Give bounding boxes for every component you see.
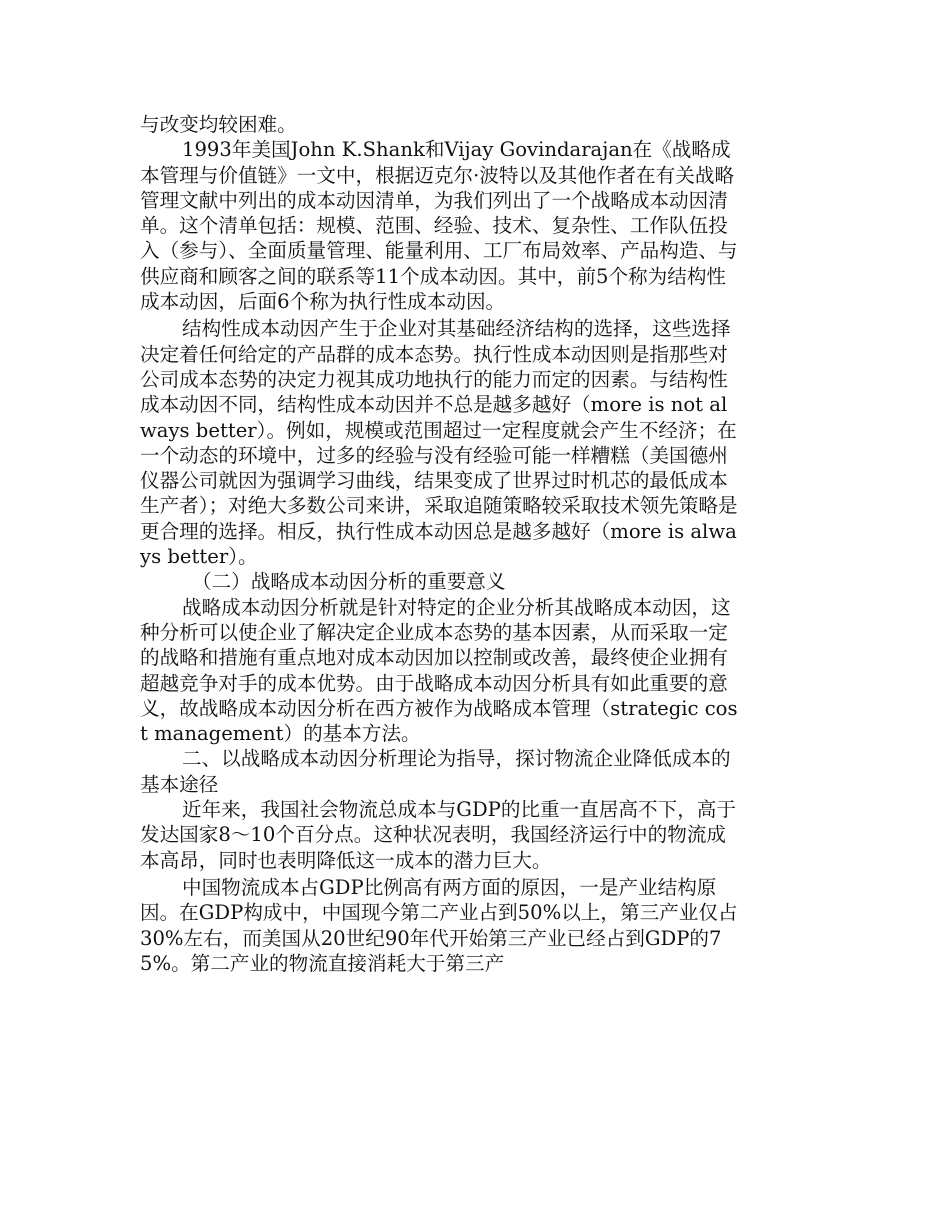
- section-heading-2: （二）战略成本动因分析的重要意义: [192, 570, 506, 594]
- paragraph-4: 战略成本动因分析就是针对特定的企业分析其战略成本动因，这种分析可以使企业了解决定企业成本态势的基本因素，从而采取一定的战略和措施有重点地对成本动因加以控制或改善，最终使企业拥有超越竞争对手的成本优势。由于战略成本动因分析具有如此重要的意义，故战略成本动因分析在西方被作为战略成本管理（strategic cost management）的基本方法。: [140, 595, 738, 746]
- paragraph-1: 1993年美国John K.Shank和Vijay Govindarajan在《战略成本管理与价值链》一文中，根据迈克尔·波特以及其他作者在有关战略管理文献中列出的成本动因清单，为我们列出了一个战略成本动因清单。这个清单包括：规模、范围、经验、技术、复杂性、工作队伍投入（参与）、全面质量管理、能量利用、工厂布局效率、产品构造、与供应商和顾客之间的联系等11个成本动因。其中，前5个称为结构性成本动因，后面6个称为执行性成本动因。: [140, 138, 738, 314]
- section-heading-3: 二、以战略成本动因分析理论为指导，探讨物流企业降低成本的基本途径: [140, 747, 731, 796]
- paragraph-6: 近年来，我国社会物流总成本与GDP的比重一直居高不下，高于发达国家8～10个百分点。这种状况表明，我国经济运行中的物流成本高昂，同时也表明降低这一成本的潜力巨大。: [140, 798, 736, 872]
- document-page: [140, 112, 740, 976]
- paragraph-2: 结构性成本动因产生于企业对其基础经济结构的选择，这些选择决定着任何给定的产品群的成本态势。执行性成本动因则是指那些对公司成本态势的决定力视其成功地执行的能力而定的因素。与结构性成本动因不同，结构性成本动因并不总是越多越好（more is not always better）。例如，规模或范围超过一定程度就会产生不经济；在一个动态的环境中，过多的经验与没有经验可能一样糟糕（美国德州仪器公司就因为强调学习曲线，结果变成了世界过时机芯的最低成本生产者）；对绝大多数公司来讲，采取追随策略较采取技术领先策略是更合理的选择。相反，执行性成本动因总是越多越好（more is always better）。: [140, 317, 738, 569]
- paragraph-7: 中国物流成本占GDP比例高有两方面的原因，一是产业结构原因。在GDP构成中，中国现今第二产业占到50%以上，第三产业仅占30%左右，而美国从20世纪90年代开始第三产业已经占到GDP的75%。第二产业的物流直接消耗大于第三产: [140, 875, 738, 975]
- paragraph-0: 与改变均较困难。: [140, 113, 297, 136]
